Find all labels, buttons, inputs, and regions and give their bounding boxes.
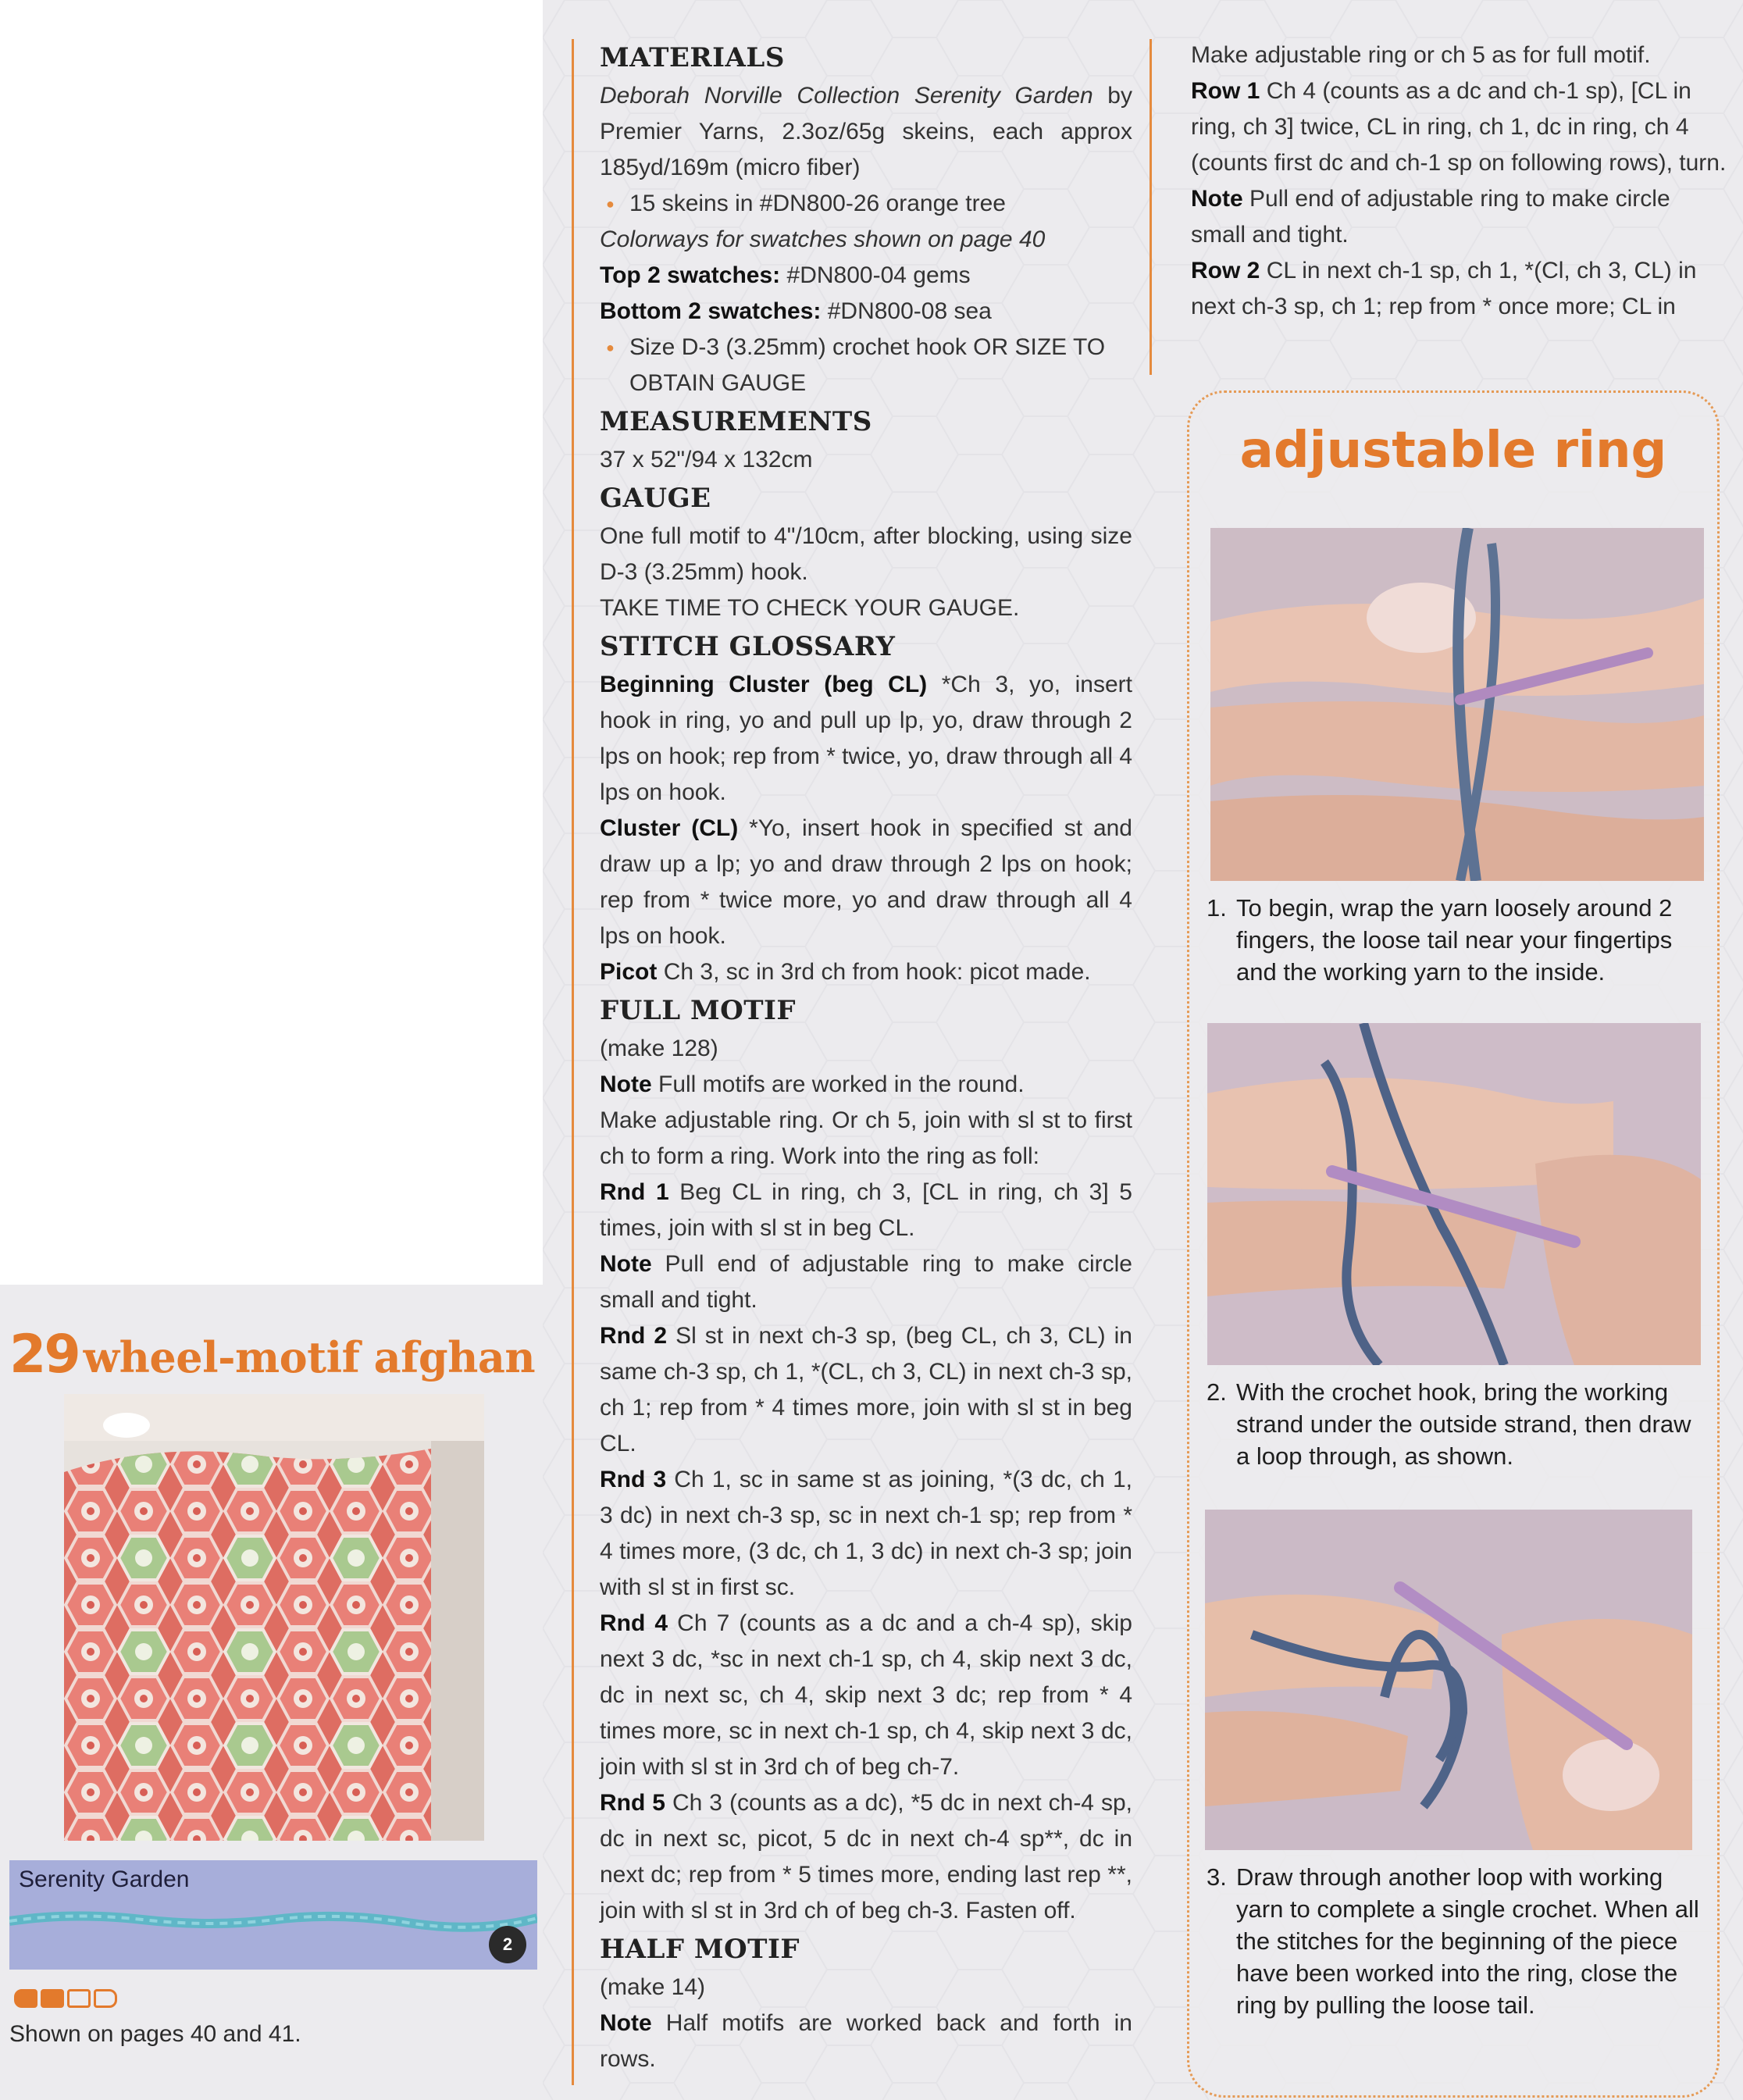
afghan-photo [64,1394,484,1841]
single-crochet-illustration [1205,1510,1692,1850]
hexagon-afghan-illustration [64,1394,484,1841]
half-motif-intro: Make adjustable ring or ch 5 as for full motif. [1191,42,1651,68]
hand-with-yarn-illustration [1210,528,1704,881]
half-motif-continued [1191,37,1728,325]
glossary-cluster: Cluster (CL) *Yo, insert hook in specified st and draw up a lp; yo and draw through 2 lps on hook; rep from * twice more, yo and draw through all 4 lps on hook. [600,815,1132,949]
yarn-label: Serenity Garden [19,1866,190,1892]
rnd-5: Rnd 5 Ch 3 (counts as a dc), *5 dc in next ch-4 sp, dc in next sc, picot, 5 dc in next ch-4 sp**, dc in next dc; rep from * 5 times more, ending last rep **, join with sl st in 3rd ch of beg ch-3. Fasten off. [600,1790,1132,1924]
half-motif-heading: HALF MOTIF [600,1934,800,1965]
full-motif-make: (make 128) [600,1036,718,1061]
step-2-text: 2. With the crochet hook, bring the working strand under the outside strand, then draw a loop through, as shown. [1207,1378,1691,1470]
yarn-strand-icon [9,1906,537,1937]
skill-level-pip [94,1989,117,2008]
rnd-3: Rnd 3 Ch 1, sc in same st as joining, *(3 dc, ch 1, 3 dc) in next ch-3 sp, sc in next ch-1 sp; rep from * 4 times more, (3 dc, ch 1, 3 dc) in next ch-3 sp; join with sl st in first sc. [600,1467,1132,1600]
materials-yarn: Deborah Norville Collection Serenity Garden by Premier Yarns, 2.3oz/65g skeins, each approx 185yd/169m (micro fiber) [600,83,1132,180]
glossary-heading: STITCH GLOSSARY [600,631,896,662]
hook-through-loop-illustration [1207,1023,1701,1365]
skill-level-pip [67,1989,91,2008]
row-1: Row 1 Ch 4 (counts as a dc and ch-1 sp), [CL in ring, ch 3] twice, CL in ring, ch 1, dc in ring, ch 4 (counts first dc and ch-1 sp on following rows), turn. [1191,78,1727,176]
step-1-text: 1. To begin, wrap the yarn loosely around 2 fingers, the loose tail near your fingertips and the working yarn to the inside. [1207,894,1673,986]
colorways-note: Colorways for swatches shown on page 40 [600,226,1046,252]
yarn-weight-badge: 2 [489,1926,526,1963]
step-1-photo [1210,528,1704,881]
top-swatches: Top 2 swatches: #DN800-04 gems [600,262,971,288]
yarn-name: Deborah Norville Collection Serenity Garden [600,83,1093,109]
column-divider-left [572,39,574,2085]
measurements-text: 37 x 52"/94 x 132cm [600,447,813,472]
skill-level-indicator [14,1989,117,2006]
skill-level-pip [41,1989,64,2008]
row-2: Row 2 CL in next ch-1 sp, ch 1, *(Cl, ch 3, CL) in next ch-3 sp, ch 1; rep from * once more; CL in [1191,258,1697,319]
measurements-heading: MEASUREMENTS [600,406,872,437]
rnd-1: Rnd 1 Beg CL in ring, ch 3, [CL in ring, ch 3] 5 times, join with sl st in beg CL. [600,1179,1132,1241]
materials-heading: MATERIALS [600,42,785,73]
glossary-beg-cluster: Beginning Cluster (beg CL) *Ch 3, yo, insert hook in ring, yo and pull up lp, yo, draw through 2 lps on hook; rep from * twice, yo, draw through all 4 lps on hook. [600,672,1133,805]
adjustable-ring-title: adjustable ring [1239,422,1667,480]
half-motif-make: (make 14) [600,1974,706,2000]
rnd-2: Rnd 2 Sl st in next ch-3 sp, (beg CL, ch 3, CL) in same ch-3 sp, ch 1, *(CL, ch 3, CL) in next ch-3 sp, ch 1; rep from * 4 times more, join with sl st in beg CL. [600,1323,1132,1456]
full-motif-heading: FULL MOTIF [600,995,797,1026]
column-divider-right [1150,39,1152,375]
step-3-text: 3. Draw through another loop with working yarn to complete a single crochet. When all the stitches for the beginning of the piece have been worked into the ring, close the ring by pulling the loose tail. [1207,1863,1699,2019]
materials-bullet-skeins: ● 15 skeins in #DN800-26 orange tree [600,186,1132,222]
full-motif-intro: Make adjustable ring. Or ch 5, join with sl st to first ch to form a ring. Work into the ring as foll: [600,1107,1132,1169]
shown-on-pages: Shown on pages 40 and 41. [9,2021,301,2047]
step-2-photo [1207,1023,1701,1365]
gauge-check: TAKE TIME TO CHECK YOUR GAUGE. [600,595,1020,621]
half-motif-note: Note Half motifs are worked back and forth in rows. [600,2010,1132,2072]
glossary-picot: Picot Ch 3, sc in 3rd ch from hook: picot made. [600,959,1091,985]
project-title: 29 wheel-motif afghan [9,1324,536,1385]
step-3-photo [1205,1510,1692,1850]
gauge-heading: GAUGE [600,483,711,514]
rnd-4: Rnd 4 Ch 7 (counts as a dc and a ch-4 sp), skip next 3 dc, *sc in next ch-1 sp, ch 4, skip next 3 dc, dc in next sc, ch 4, skip next 3 dc; rep from * 4 times more, sc in next ch-1 sp, ch 4, skip next 3 dc, join with sl st in 3rd ch of beg ch-7. [600,1610,1132,1780]
bottom-swatches: Bottom 2 swatches: #DN800-08 sea [600,298,992,324]
pattern-instructions-column [600,37,1132,2077]
full-motif-note: Note Full motifs are worked in the round. [600,1071,1025,1097]
full-motif-note-2: Note Pull end of adjustable ring to make circle small and tight. [600,1251,1132,1313]
blank-page-area [0,0,543,1285]
half-motif-note-2: Note Pull end of adjustable ring to make circle small and tight. [1191,186,1670,248]
yarn-swatch-band [9,1860,537,1970]
materials-bullet-hook: ● Size D-3 (3.25mm) crochet hook OR SIZE TO OBTAIN GAUGE [600,330,1132,401]
skill-level-pip [14,1989,37,2008]
gauge-text: One full motif to 4"/10cm, after blocking, using size D-3 (3.25mm) hook. [600,523,1132,585]
